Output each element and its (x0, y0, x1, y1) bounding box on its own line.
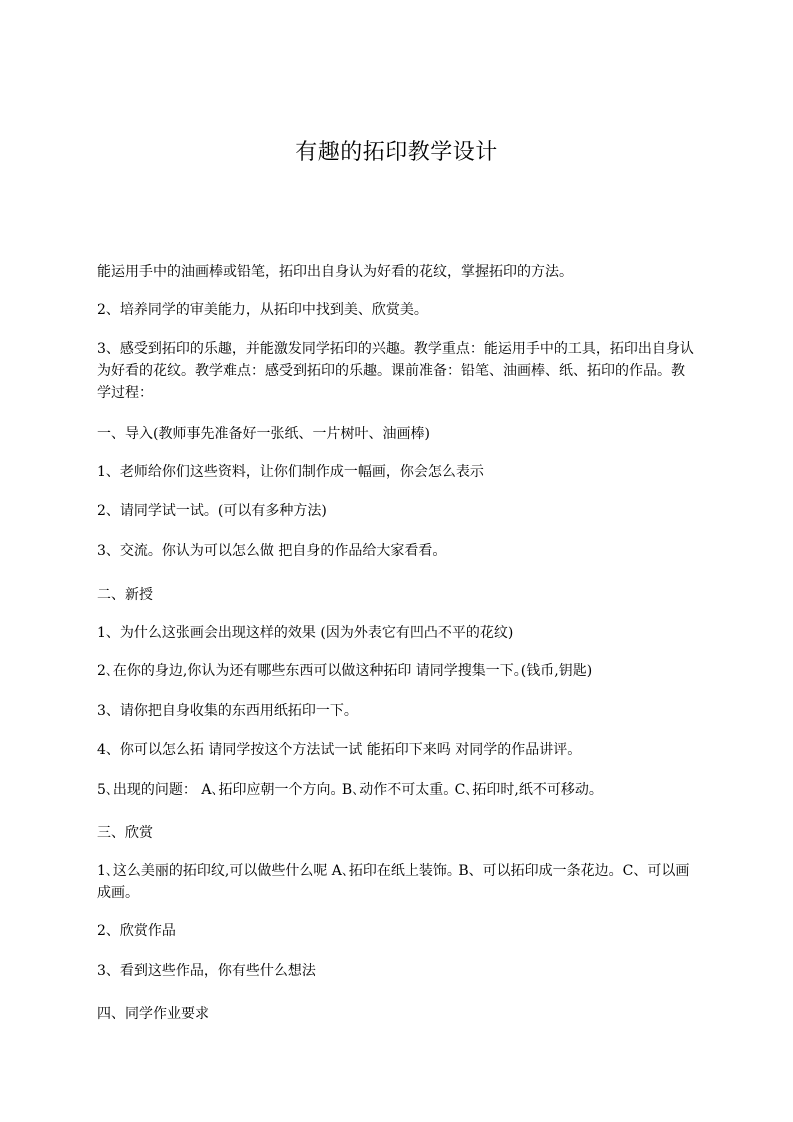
paragraph-objective-1: 能运用手中的油画棒或铅笔，拓印出自身认为好看的花纹，掌握拓印的方法。 (97, 264, 573, 280)
paragraph-intro-2: 2、请同学试一试。(可以有多种方法) (97, 503, 327, 519)
paragraph-intro-1: 1、老师给你们这些资料，让你们制作成一幅画，你会怎么表示 (97, 464, 484, 480)
section-heading-new: 二、新授 (97, 587, 153, 603)
paragraph-new-3: 3、请你把自身收集的东西用纸拓印一下。 (97, 703, 358, 719)
paragraph-new-2: 2､在你的身边,你认为还有哪些东西可以做这种拓印 请同学搜集一下｡(钱币,钥匙) (97, 663, 593, 679)
document-title: 有趣的拓印教学设计 (295, 140, 498, 165)
paragraph-appreciate-1: 1､这么美丽的拓印纹,可以做些什么呢 A､拓印在纸上装饰｡ B、可以拓印成一条花边。C、可以画成画。 (97, 863, 690, 901)
section-heading-appreciate: 三、欣赏 (97, 825, 153, 841)
paragraph-new-4: 4、你可以怎么拓 请同学按这个方法试一试 能拓印下来吗 对同学的作品讲评。 (97, 742, 582, 758)
paragraph-appreciate-2: 2、欣赏作品 (97, 923, 176, 939)
paragraph-appreciate-3: 3、看到这些作品，你有些什么想法 (97, 963, 316, 979)
section-heading-homework: 四、同学作业要求 (97, 1006, 209, 1022)
paragraph-new-5: 5､出现的问题： A､拓印应朝一个方向｡ B､动作不可太重｡ C､拓印时,纸不可移动｡ (97, 782, 596, 798)
paragraph-objective-2: 2、培养同学的审美能力，从拓印中找到美、欣赏美。 (97, 302, 428, 318)
paragraph-new-1: 1、为什么这张画会出现这样的效果 (因为外表它有凹凸不平的花纹) (97, 625, 514, 641)
paragraph-intro-3: 3、交流。你认为可以怎么做 把自身的作品给大家看看。 (97, 543, 447, 559)
paragraph-objective-3: 3、感受到拓印的乐趣，并能激发同学拓印的兴趣。教学重点：能运用手中的工具，拓印出自身认为好看的花纹。教学难点：感受到拓印的乐趣。课前准备：铅笔、油画棒、纸、拓印的作品。教学过程： (97, 341, 694, 401)
section-heading-intro: 一、导入(教师事先准备好一张纸、一片树叶、油画棒) (97, 426, 430, 442)
